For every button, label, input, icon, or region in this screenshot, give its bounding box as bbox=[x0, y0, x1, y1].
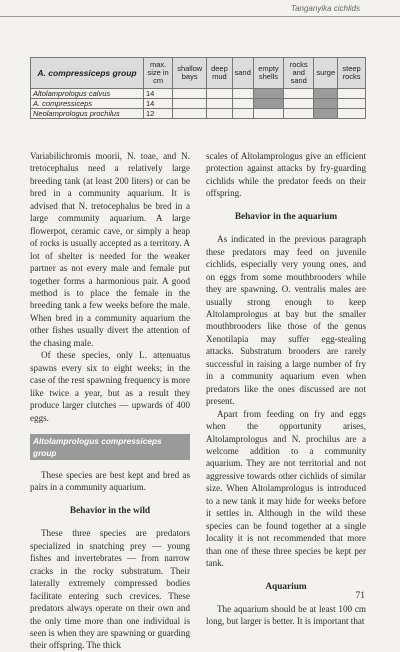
table-header-rocks-and-sand: rocks and sand bbox=[284, 58, 314, 89]
subheading: Aquarium bbox=[265, 581, 307, 592]
species-habitat-table bbox=[30, 57, 366, 119]
habitat-cell bbox=[284, 89, 314, 99]
habitat-cell bbox=[232, 109, 253, 119]
paragraph: Apart from feeding on fry and eggs when the opportunity arises, Altolamprologus and N. prochilus are a welcome addition to a community aquarium. They are not territorial and not aggressive towards other cichlids of similar size. When Altolamprologus is introduced to a new tank it may hide for weeks before it settles in. Although in the wild these species can be found together at a single locality it is not recommended that more than one of these three species be kept per tank. bbox=[206, 408, 366, 569]
habitat-cell bbox=[284, 99, 314, 109]
max-size: 14 bbox=[144, 99, 173, 109]
table-row bbox=[31, 99, 366, 109]
habitat-cell bbox=[207, 99, 232, 109]
species-name: Neolamprologus prochilus bbox=[31, 109, 144, 119]
table-header-steep-rocks: steep rocks bbox=[338, 58, 366, 89]
habitat-cell bbox=[253, 99, 283, 109]
page-number: 71 bbox=[355, 591, 365, 601]
table-header-shallow-bays: shallow bays bbox=[173, 58, 207, 89]
habitat-cell bbox=[253, 109, 283, 119]
habitat-cell bbox=[338, 89, 366, 99]
table-header-surge: surge bbox=[314, 58, 338, 89]
paragraph: These species are best kept and bred as pairs in a community aquarium. bbox=[30, 469, 190, 493]
table-header-deep-mud: deep mud bbox=[207, 58, 232, 89]
table-header-size: max. size in cm bbox=[144, 58, 173, 89]
habitat-cell bbox=[338, 109, 366, 119]
paragraph: As indicated in the previous paragraph these predators may feed on juvenile cichlids, especially very young ones, and on eggs from some mouthbrooders while they are spawning. O. ventralis males are usually strong enough to keep Altolamprologus at bay but the smaller mouthbrooders like those of the genus Xenotilapia may suffer egg-stealing attacks. Substratum brooders are rarely successful in raising a large number of fry in a community aquarium even when predators like the ones discussed are not present. bbox=[206, 234, 366, 407]
species-name: Altolamprologus calvus bbox=[31, 89, 144, 99]
subheading: Behavior in the aquarium bbox=[234, 211, 338, 222]
habitat-cell bbox=[232, 89, 253, 99]
habitat-cell bbox=[173, 99, 207, 109]
table-header-row bbox=[31, 58, 366, 89]
species-name: A. compressiceps bbox=[31, 99, 144, 109]
habitat-cell bbox=[173, 89, 207, 99]
running-header: Tanganyika cichlids bbox=[290, 4, 360, 13]
habitat-cell bbox=[314, 109, 338, 119]
paragraph: The aquarium should be at least 100 cm long, but larger is better. It is important that bbox=[206, 603, 366, 627]
habitat-cell bbox=[207, 89, 232, 99]
max-size: 12 bbox=[144, 109, 173, 119]
paragraph: These three species are predators specialized in snatching prey — young fishes and invertebrates — from narrow cracks in the rocky substratum. Their laterally extremely compressed bodies facilitate entering such crevices. These predators always operate on their own and the only time more than one individual is seen is when they are spawning or guarding their offspring. The thick bbox=[30, 528, 190, 651]
right-column bbox=[206, 150, 366, 628]
habitat-cell bbox=[338, 99, 366, 109]
habitat-cell bbox=[232, 99, 253, 109]
paragraph: Of these species, only L. attenuatus spawns every six to eight weeks; in the case of the rest spawning frequency is more like twice a year, but as a result they produce larger clutches — upwards of 400 eggs. bbox=[30, 350, 190, 423]
habitat-cell bbox=[173, 109, 207, 119]
habitat-cell bbox=[253, 89, 283, 99]
table-header-empty-shells: empty shells bbox=[253, 58, 283, 89]
table-row bbox=[31, 109, 366, 119]
habitat-cell bbox=[284, 109, 314, 119]
table-header-sand: sand bbox=[232, 58, 253, 89]
max-size: 14 bbox=[144, 89, 173, 99]
habitat-cell bbox=[314, 99, 338, 109]
habitat-cell bbox=[207, 109, 232, 119]
table-header-group: A. compressiceps group bbox=[31, 58, 144, 89]
header-rule bbox=[0, 16, 400, 17]
section-title: Altolamprologus compressiceps group bbox=[30, 434, 190, 460]
table-row bbox=[31, 89, 366, 99]
left-column bbox=[30, 150, 190, 652]
paragraph: scales of Altolamprologus give an efficient protection against attacks by fry-guarding cichlids while the predator feeds on their offspring. bbox=[206, 151, 366, 199]
subheading: Behavior in the wild bbox=[69, 505, 151, 516]
paragraph: Variabilichromis moorii, N. toae, and N. tretocephalus need a relatively large breeding tank (at least 200 liters) or can be bred in a community aquarium. It is advised that N. tretocephalus be bred in a large community aquarium. A large flowerpot, ceramic cave, or simply a heap of rocks is usually accepted as a territory. A lot of shelter is needed for the weaker partner as not every male and female put together forms a harmonious pair. A good method is to place the female in the breeding tank a few weeks before the male. When bred in a community aquarium the other fishes usually divert the attention of the chasing male. bbox=[30, 151, 190, 348]
habitat-cell bbox=[314, 89, 338, 99]
